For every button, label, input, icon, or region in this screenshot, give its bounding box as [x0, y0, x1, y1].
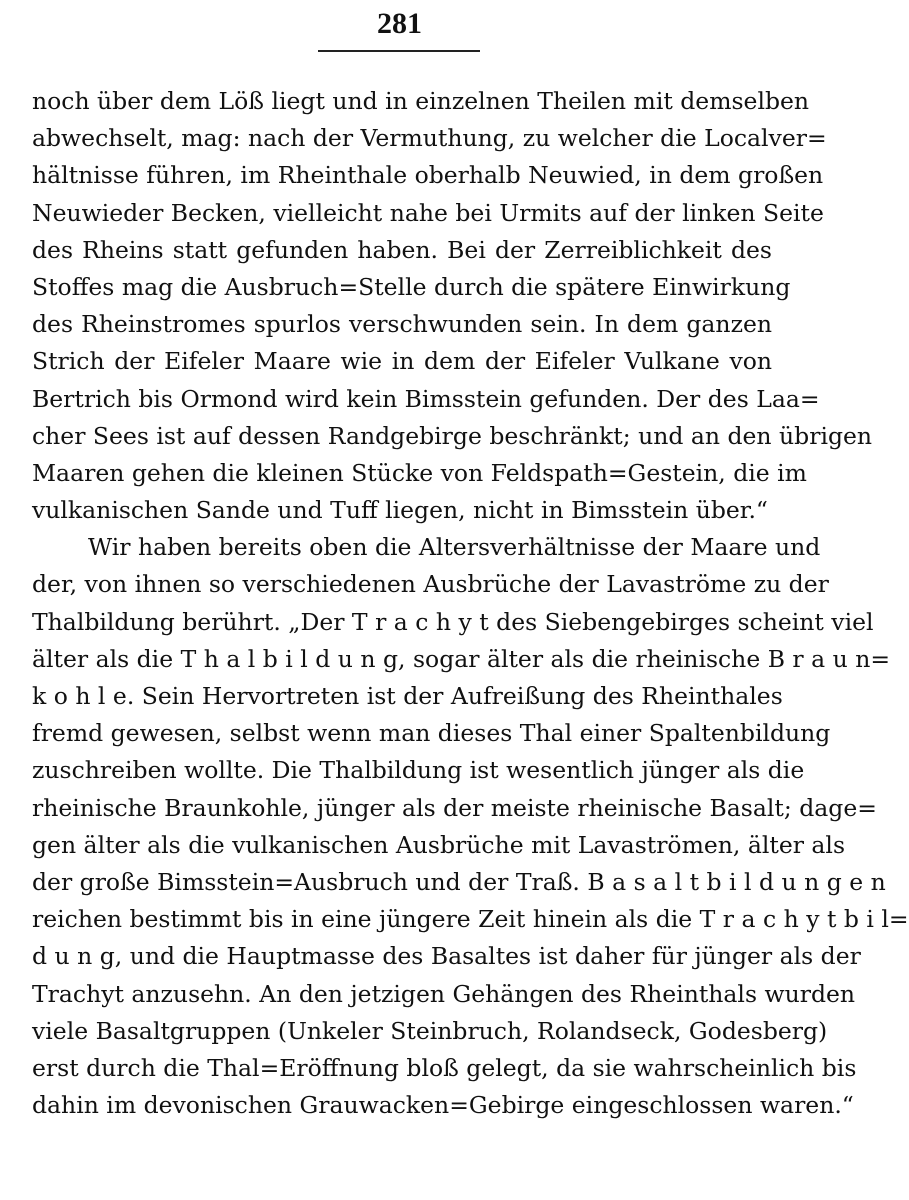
paragraph-end-line: dahin im devonischen Grauwacken=Gebirge eingeschlossen waren.“ — [32, 1091, 854, 1120]
text-line: noch über dem Löß liegt und in einzelnen Theilen mit demselben — [32, 87, 810, 115]
text-line: älter als die T h a l b i l d u n g, sogar älter als die rheinische B r a u n= — [32, 644, 891, 673]
text-line: der, von ihnen so verschiedenen Ausbrüche der Lavaströme zu der — [32, 570, 829, 599]
text-line: Stoffes mag die Ausbruch=Stelle durch die spätere Einwirkung — [32, 272, 791, 301]
text-line: des Rheins statt gefunden haben. Bei der Zerreiblichkeit des — [32, 235, 772, 264]
text-line: rheinische Braunkohle, jünger als der meiste rheinische Basalt; dage= — [32, 793, 877, 822]
text-line: k o h l e. Sein Hervortreten ist der Aufreißung des Rheinthales — [32, 682, 783, 710]
header-rule — [318, 50, 480, 52]
text-line: erst durch die Thal=Eröffnung bloß gelegt, da sie wahrscheinlich bis — [32, 1053, 857, 1082]
body-text — [32, 83, 909, 1124]
text-line: d u n g, und die Hauptmasse des Basaltes ist daher für jünger als der — [32, 942, 861, 971]
text-line: abwechselt, mag: nach der Vermuthung, zu welcher die Localver= — [32, 124, 827, 153]
text-line: hältnisse führen, im Rheinthale oberhalb Neuwied, in dem großen — [32, 161, 824, 190]
text-line: cher Sees ist auf dessen Randgebirge beschränkt; und an den übrigen — [32, 421, 873, 450]
text-line: der große Bimsstein=Ausbruch und der Traß. B a s a l t b i l d u n g e n — [32, 867, 886, 896]
text-line: Neuwieder Becken, vielleicht nahe bei Urmits auf der linken Seite — [32, 198, 824, 227]
text-line: Strich der Eifeler Maare wie in dem der Eifeler Vulkane von — [32, 347, 772, 376]
text-line: fremd gewesen, selbst wenn man dieses Thal einer Spaltenbildung — [32, 719, 831, 748]
text-line: viele Basaltgruppen (Unkeler Steinbruch, Rolandseck, Godesberg) — [32, 1016, 828, 1045]
text-line: Thalbildung berührt. „Der T r a c h y t des Siebengebirges scheint viel — [32, 607, 874, 636]
paragraph-end-line: vulkanischen Sande und Tuff liegen, nicht in Bimsstein über.“ — [32, 496, 768, 525]
text-line: zuschreiben wollte. Die Thalbildung ist wesentlich jünger als die — [32, 756, 805, 785]
text-line: reichen bestimmt bis in eine jüngere Zeit hinein als die T r a c h y t b i l= — [32, 905, 909, 934]
text-line: des Rheinstromes spurlos verschwunden sein. In dem ganzen — [32, 310, 772, 339]
paragraph-start-line: Wir haben bereits oben die Altersverhältnisse der Maare und — [88, 533, 821, 562]
text-line: gen älter als die vulkanischen Ausbrüche mit Lavaströmen, älter als — [32, 830, 846, 859]
text-line: Maaren gehen die kleinen Stücke von Feldspath=Gestein, die im — [32, 458, 807, 487]
page-number: 281 — [377, 7, 422, 40]
text-line: Trachyt anzusehn. An den jetzigen Gehängen des Rheinthals wurden — [32, 979, 856, 1008]
text-line: Bertrich bis Ormond wird kein Bimsstein gefunden. Der des Laa= — [32, 384, 820, 413]
